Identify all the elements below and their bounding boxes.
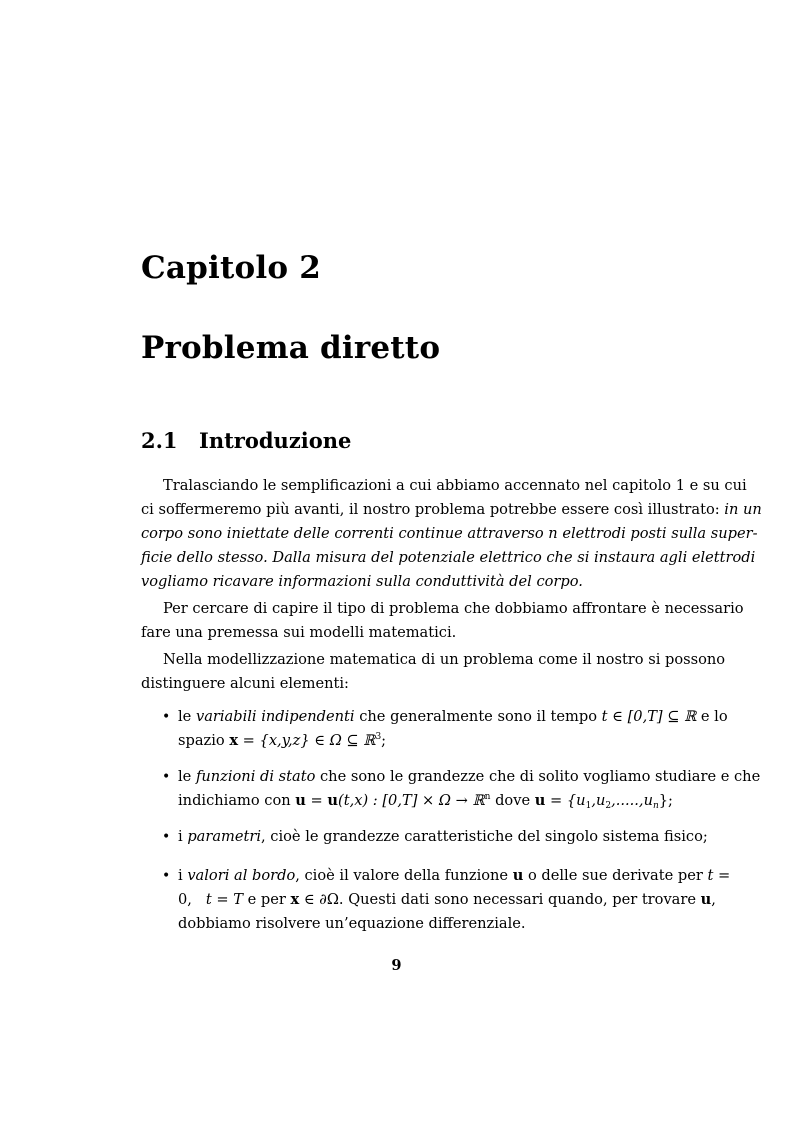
bullet-2-dove: dove bbox=[495, 792, 531, 809]
bullet-4-rest-2: o delle sue derivate per bbox=[527, 867, 703, 884]
bullet-4-vector-x: x bbox=[290, 891, 300, 908]
bullet-2-vector-u: u bbox=[295, 792, 306, 809]
bullet-1-math: t ∈ [0,T] ⊆ ℝ bbox=[601, 708, 697, 725]
bullet-1-line-2-end: ; bbox=[381, 732, 387, 749]
bullet-2-vector-u-set: u bbox=[534, 792, 546, 809]
bullet-4-math-t: t = bbox=[707, 867, 731, 884]
bullet-2-line-2 bbox=[178, 791, 673, 811]
bullet-3-line-1 bbox=[178, 827, 708, 847]
bullet-3-rest: , cioè le grandezze caratteristiche del singolo sistema fisico; bbox=[261, 828, 708, 845]
bullet-1-line-1 bbox=[178, 707, 728, 727]
section-heading bbox=[141, 428, 351, 453]
bullet-4-line-3: dobbiamo risolvere un’equazione differenziale. bbox=[178, 915, 526, 932]
bullet-1-vector-x: x bbox=[229, 732, 239, 749]
paragraph-1-line-4: ficie dello stesso. Dalla misura del potenziale elettrico che si instaura agli elettrodi bbox=[141, 549, 756, 566]
bullet-2-sub-2: 2 bbox=[605, 801, 612, 811]
bullet-2-term: funzioni di stato bbox=[195, 768, 316, 785]
bullet-4-rest: , cioè il valore della funzione bbox=[295, 867, 509, 884]
chapter-label: Capitolo 2 bbox=[141, 250, 322, 286]
bullet-2-lead: le bbox=[178, 768, 192, 785]
bullet-1-line-2 bbox=[178, 731, 386, 751]
paragraph-3-line-2: distinguere alcuni elementi: bbox=[141, 675, 349, 692]
paragraph-1-line-3: corpo sono iniettate delle correnti continue attraverso n elettrodi posti sulla super- bbox=[141, 525, 758, 542]
bullet-2-sub-1: 1 bbox=[585, 801, 592, 811]
bullet-2-vector-u-func: u bbox=[327, 792, 339, 809]
bullet-1-dot: • bbox=[162, 709, 171, 725]
paragraph-2-line-2: fare una premessa sui modelli matematici. bbox=[141, 624, 457, 641]
section-title: Introduzione bbox=[199, 428, 352, 453]
bullet-4-vector-u: u bbox=[512, 867, 524, 884]
paragraph-1-line-2-roman: ci soffermeremo più avanti, il nostro problema potrebbe essere così illustrato: bbox=[141, 501, 720, 518]
paragraph-2-line-1: Per cercare di capire il tipo di problema che dobbiamo affrontare è necessario bbox=[163, 600, 744, 617]
bullet-2-math: (t,x) : [0,T] × Ω → ℝ bbox=[338, 792, 485, 809]
bullet-4-line-2-text: ∈ ∂Ω. Questi dati sono necessari quando, per trovare bbox=[303, 891, 696, 908]
bullet-2-set-mid-1: ,u bbox=[591, 792, 606, 809]
bullet-4-dot: • bbox=[162, 868, 171, 884]
paragraph-1-line-2-italic: in un bbox=[724, 501, 762, 518]
bullet-2-superscript: n bbox=[484, 792, 491, 802]
paragraph-3-line-1: Nella modellizzazione matematica di un problema come il nostro si possono bbox=[163, 651, 726, 668]
bullet-2-line-1 bbox=[178, 767, 761, 787]
bullet-4-t-equals-T: t = T bbox=[205, 891, 243, 908]
bullet-4-comma: , bbox=[711, 891, 716, 908]
page-number: 9 bbox=[391, 957, 402, 974]
bullet-2-equals: = bbox=[310, 792, 323, 809]
chapter-title: Problema diretto bbox=[141, 330, 441, 366]
bullet-2-set-mid-2: ,.....,u bbox=[611, 792, 653, 809]
bullet-4-line-2 bbox=[178, 890, 716, 910]
section-number: 2.1 bbox=[141, 428, 178, 453]
bullet-2-line-2-text: indichiamo con bbox=[178, 792, 291, 809]
paragraph-1-line-2 bbox=[141, 500, 762, 520]
bullet-2-rest: che sono le grandezze che di solito vogliamo studiare e che bbox=[320, 768, 761, 785]
bullet-2-dot: • bbox=[162, 769, 171, 785]
bullet-3-term: parametri bbox=[187, 828, 262, 845]
bullet-4-term: valori al bordo bbox=[187, 867, 296, 884]
bullet-1-rest: che generalmente sono il tempo bbox=[359, 708, 597, 725]
bullet-4-line-1 bbox=[178, 866, 731, 886]
bullet-1-line-2-prefix: spazio bbox=[178, 732, 225, 749]
bullet-3-dot: • bbox=[162, 829, 171, 845]
bullet-3-lead: i bbox=[178, 828, 183, 845]
bullet-1-tail: e lo bbox=[700, 708, 728, 725]
bullet-2-set-open: = {u bbox=[550, 792, 586, 809]
bullet-2-sub-n: n bbox=[652, 801, 659, 811]
bullet-2-set-close: }; bbox=[658, 792, 673, 809]
bullet-4-zero: 0, bbox=[178, 891, 192, 908]
bullet-1-line-2-math: = {x,y,z} ∈ Ω ⊆ ℝ bbox=[242, 732, 376, 749]
bullet-4-lead: i bbox=[178, 867, 183, 884]
bullet-4-vector-u-2: u bbox=[700, 891, 712, 908]
bullet-1-superscript: 3 bbox=[375, 732, 382, 742]
bullet-1-lead: le bbox=[178, 708, 192, 725]
paragraph-1-line-1: Tralasciando le semplificazioni a cui abbiamo accennato nel capitolo 1 e su cui bbox=[163, 477, 747, 494]
paragraph-1-line-5: vogliamo ricavare informazioni sulla conduttività del corpo. bbox=[141, 573, 583, 590]
bullet-4-e-per: e per bbox=[247, 891, 286, 908]
bullet-1-term: variabili indipendenti bbox=[195, 708, 355, 725]
